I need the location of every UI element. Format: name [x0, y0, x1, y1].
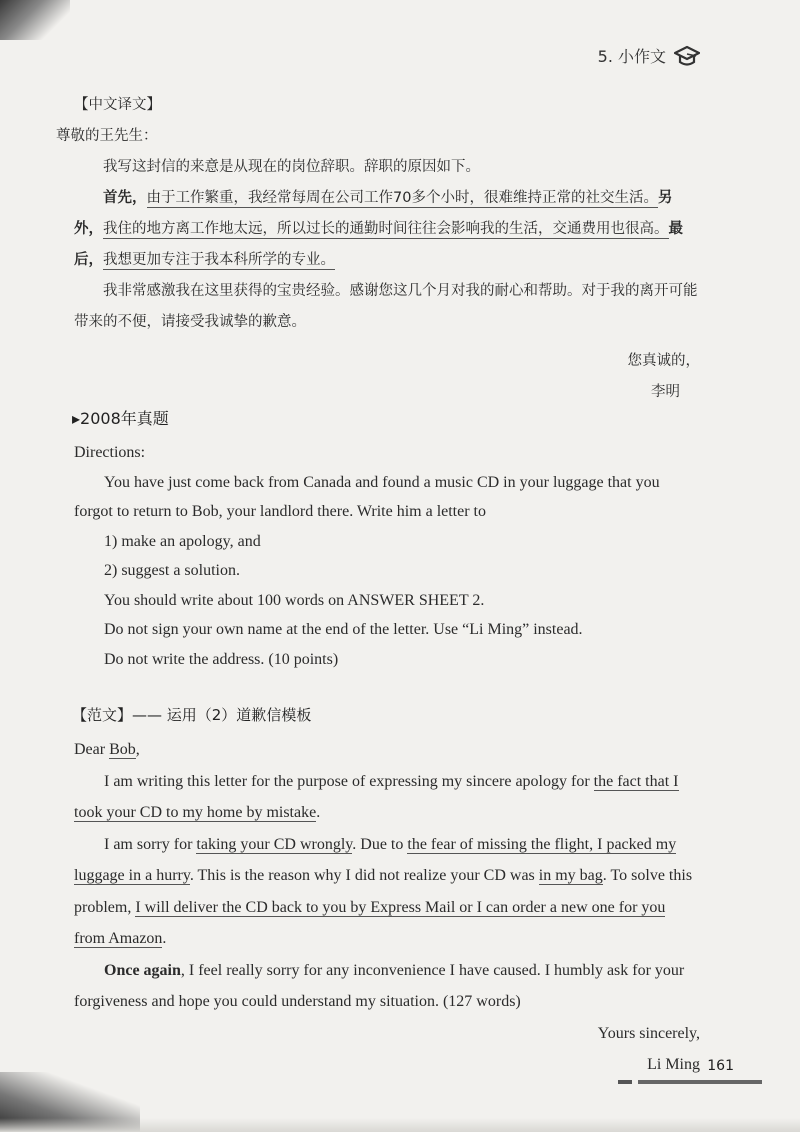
p2-underlined-1: taking your CD wrongly: [196, 835, 353, 853]
exam-prompt: You have just come back from Canada and found a music CD in your luggage that you forgot to return to Bob, your landlord there. Write him a letter to: [74, 473, 660, 520]
footer-rule: [618, 1080, 762, 1084]
salutation-name: Bob: [109, 741, 136, 758]
exam-line-1: You should write about 100 words on ANSWER SHEET 2.: [104, 591, 485, 609]
p2-text-a: I am sorry for: [104, 835, 197, 853]
p2-underlined-4: I will deliver the CD back to you by Express Mail or I can order a new one for you from Amazon: [74, 898, 666, 947]
exam-title: ▸2008年真题: [72, 409, 169, 428]
sample-title: 【范文】—— 运用（2）道歉信模板: [72, 706, 312, 724]
p3-bold: Once again: [104, 961, 181, 979]
salutation-comma: ,: [135, 741, 140, 758]
p2-text-c: . This is the reason why I did not realize your CD was: [189, 867, 539, 884]
page-bottom-shadow: [0, 1118, 800, 1132]
sample-paragraph-3: [74, 955, 700, 1018]
translation-salutation: 尊敬的王先生：: [56, 128, 158, 144]
transition-second: 另外，: [74, 190, 673, 237]
p2-underlined-3: in my bag: [538, 867, 603, 884]
exam-title-text: 2008年真题: [80, 409, 169, 428]
p2-underlined-2: the fear of missing the flight, I packed my luggage in a hurry: [74, 835, 677, 884]
transition-first: 首先，: [103, 190, 147, 206]
chapter-title: 5. 小作文: [597, 47, 666, 66]
p1-underlined: the fact that I took your CD to my home by mistake: [74, 772, 679, 821]
exam-line-3: Do not write the address. (10 points): [104, 650, 339, 668]
translation-paragraph-3: 我非常感激我在这里获得的宝贵经验。感谢您这几个月对我的耐心和帮助。对于我的离开可能带来的不便，请接受我诚挚的歉意。: [74, 283, 698, 330]
p2-text-d: . To solve this problem,: [74, 867, 693, 916]
page-corner-shadow: [0, 0, 70, 40]
salutation-prefix: Dear: [74, 741, 110, 758]
sample-letter: [74, 734, 700, 1081]
exam-line-2: Do not sign your own name at the end of the letter. Use “Li Ming” instead.: [104, 621, 583, 638]
exam-item-1: 1) make an apology, and: [104, 532, 261, 550]
reason-2: 我住的地方离工作地太远，所以过长的通勤时间往往会影响我的生活，交通费用也很高。: [103, 221, 669, 237]
p2-text-e: .: [162, 930, 167, 947]
exam-item-2: 2) suggest a solution.: [104, 562, 240, 579]
reason-1: 由于工作繁重，我经常每周在公司工作70多个小时，很难维持正常的社交生活。: [146, 190, 658, 206]
translation-section: [56, 90, 700, 408]
page-number: 161: [707, 1058, 734, 1074]
translation-paragraph-1: 我写这封信的来意是从现在的岗位辞职。辞职的原因如下。: [103, 159, 480, 175]
translation-paragraph-2: [74, 183, 700, 276]
graduation-cap-icon: [674, 45, 700, 67]
sample-paragraph-1: [74, 766, 700, 829]
sample-salutation: [74, 734, 700, 766]
translation-signature: 李明: [651, 384, 680, 400]
directions-label: Directions:: [74, 444, 146, 461]
exam-section: [74, 438, 700, 674]
sample-paragraph-2: [74, 829, 700, 955]
sample-signature: Li Ming: [647, 1056, 700, 1073]
p1-text: I am writing this letter for the purpose of expressing my sincere apology for: [104, 772, 594, 790]
transition-last: 最后，: [74, 221, 683, 268]
sample-closing: Yours sincerely,: [597, 1024, 700, 1042]
chapter-header: [598, 44, 700, 67]
p1-end: .: [316, 804, 321, 821]
p2-text-b: . Due to: [352, 835, 408, 853]
reason-3: 我想更加专注于我本科所学的专业。: [103, 252, 335, 268]
p3-text: , I feel really sorry for any inconvenience I have caused. I humbly ask for your forgiveness and hope you could understand my situation. (127 words): [74, 961, 685, 1010]
translation-heading: 【中文译文】: [74, 97, 161, 113]
translation-closing: 您真诚的，: [627, 353, 700, 369]
